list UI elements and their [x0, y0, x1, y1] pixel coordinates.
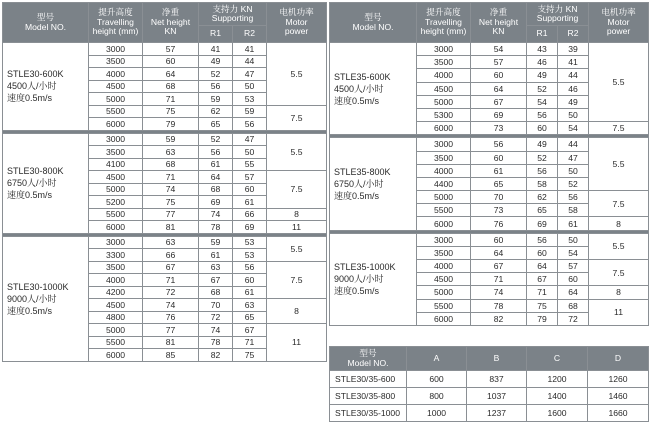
- weight-cell: 67: [471, 95, 527, 108]
- weight-cell: 69: [471, 108, 527, 121]
- r2-cell: 72: [558, 312, 589, 325]
- height-cell: 5500: [89, 336, 143, 349]
- dimension-cell: 1660: [588, 405, 649, 422]
- weight-cell: 71: [471, 273, 527, 286]
- r2-cell: 65: [233, 311, 267, 324]
- height-cell: 4400: [417, 177, 471, 190]
- weight-cell: 79: [143, 118, 199, 131]
- model-cell: STLE30/35-1000: [330, 405, 407, 422]
- header-r2: R2: [558, 26, 589, 43]
- power-cell: 7.5: [267, 171, 327, 209]
- table-row: [330, 405, 649, 422]
- weight-cell: 68: [143, 158, 199, 171]
- r2-cell: 50: [233, 146, 267, 159]
- power-cell: 8: [267, 299, 327, 324]
- height-cell: 4500: [89, 80, 143, 93]
- weight-cell: 75: [143, 196, 199, 209]
- r1-cell: 71: [527, 286, 558, 299]
- r1-cell: 52: [527, 151, 558, 164]
- weight-cell: 63: [143, 236, 199, 249]
- header-model: 型号 Model NO.: [330, 347, 407, 371]
- model-cell: [330, 43, 417, 135]
- dimension-cell: 600: [407, 371, 467, 388]
- power-cell: 5.5: [589, 43, 649, 122]
- r1-cell: 59: [199, 236, 233, 249]
- r2-cell: 44: [558, 69, 589, 82]
- power-cell: 5.5: [589, 138, 649, 191]
- dimension-cell: 1037: [467, 388, 527, 405]
- height-cell: 5000: [89, 324, 143, 337]
- header-support: 支持力 KN Supporting: [527, 3, 589, 26]
- weight-cell: 63: [143, 146, 199, 159]
- r2-cell: 75: [233, 349, 267, 362]
- height-cell: 4100: [89, 158, 143, 171]
- height-cell: 4000: [417, 164, 471, 177]
- height-cell: 5000: [417, 286, 471, 299]
- height-cell: 3500: [417, 151, 471, 164]
- weight-cell: 60: [143, 55, 199, 68]
- weight-cell: 70: [471, 191, 527, 204]
- weight-cell: 67: [143, 261, 199, 274]
- r2-cell: 47: [233, 68, 267, 81]
- r1-cell: 74: [199, 324, 233, 337]
- weight-cell: 71: [143, 93, 199, 106]
- weight-cell: 75: [143, 105, 199, 118]
- dimension-cell: 1400: [527, 388, 588, 405]
- height-cell: 3000: [417, 138, 471, 151]
- r1-cell: 49: [527, 138, 558, 151]
- r1-cell: 72: [199, 311, 233, 324]
- height-cell: 5000: [417, 191, 471, 204]
- power-cell: 8: [267, 208, 327, 221]
- r1-cell: 65: [199, 118, 233, 131]
- r2-cell: 55: [233, 158, 267, 171]
- model-line: STLE30-1000K: [7, 281, 69, 292]
- r1-cell: 56: [527, 233, 558, 246]
- header-model: 型号 Model NO.: [3, 3, 89, 43]
- r1-cell: 52: [199, 68, 233, 81]
- model-line: STLE35-1000K: [334, 262, 396, 273]
- power-cell: 7.5: [267, 105, 327, 130]
- model-line: 速度0.5m/s: [334, 286, 380, 297]
- table-row: [330, 388, 649, 405]
- table-row: [330, 233, 649, 246]
- r1-cell: 79: [527, 312, 558, 325]
- r2-cell: 54: [558, 122, 589, 135]
- header-r2: R2: [233, 26, 267, 43]
- dimensions-table-body: [330, 371, 649, 422]
- height-cell: 6000: [89, 349, 143, 362]
- model-line: 速度0.5m/s: [7, 190, 53, 200]
- power-cell: 7.5: [589, 122, 649, 135]
- r1-cell: 67: [199, 274, 233, 287]
- height-cell: 3000: [417, 43, 471, 56]
- power-cell: 11: [589, 299, 649, 325]
- r2-cell: 50: [558, 108, 589, 121]
- weight-cell: 60: [471, 151, 527, 164]
- height-cell: 5500: [417, 204, 471, 217]
- r2-cell: 50: [558, 233, 589, 246]
- r1-cell: 60: [527, 246, 558, 259]
- r2-cell: 61: [558, 217, 589, 230]
- model-line: STLE35-600K: [334, 71, 391, 82]
- power-cell: 7.5: [589, 260, 649, 286]
- r2-cell: 56: [558, 191, 589, 204]
- weight-cell: 65: [471, 177, 527, 190]
- model-cell: [330, 138, 417, 230]
- r1-cell: 69: [527, 217, 558, 230]
- height-cell: 6000: [89, 221, 143, 234]
- header-dim-d: D: [588, 347, 649, 371]
- weight-cell: 74: [143, 299, 199, 312]
- weight-cell: 60: [471, 69, 527, 82]
- dimension-cell: 837: [467, 371, 527, 388]
- r1-cell: 62: [199, 105, 233, 118]
- r1-cell: 61: [199, 158, 233, 171]
- r2-cell: 44: [233, 55, 267, 68]
- weight-cell: 60: [471, 233, 527, 246]
- header-weight: 净重 Net height KN: [471, 3, 527, 43]
- r1-cell: 78: [199, 221, 233, 234]
- r1-cell: 75: [527, 299, 558, 312]
- r1-cell: 56: [199, 80, 233, 93]
- weight-cell: 74: [143, 183, 199, 196]
- height-cell: 6000: [89, 118, 143, 131]
- r2-cell: 67: [233, 324, 267, 337]
- r2-cell: 68: [558, 299, 589, 312]
- header-dim-a: A: [407, 347, 467, 371]
- r2-cell: 60: [233, 183, 267, 196]
- height-cell: 4500: [417, 82, 471, 95]
- height-cell: 5000: [417, 95, 471, 108]
- height-cell: 3500: [417, 56, 471, 69]
- height-cell: 5500: [89, 208, 143, 221]
- header-height: 提升高度 Travelling height (mm): [89, 3, 143, 43]
- r1-cell: 43: [527, 43, 558, 56]
- weight-cell: 57: [143, 43, 199, 56]
- r1-cell: 68: [199, 183, 233, 196]
- weight-cell: 56: [471, 138, 527, 151]
- r2-cell: 56: [233, 118, 267, 131]
- height-cell: 3500: [417, 246, 471, 259]
- model-line: 6750人/小时: [334, 178, 384, 189]
- weight-cell: 71: [143, 274, 199, 287]
- r1-cell: 64: [527, 260, 558, 273]
- weight-cell: 54: [471, 43, 527, 56]
- weight-cell: 76: [143, 311, 199, 324]
- model-cell: STLE30/35-600: [330, 371, 407, 388]
- weight-cell: 82: [471, 312, 527, 325]
- dimension-cell: 1000: [407, 405, 467, 422]
- weight-cell: 64: [143, 68, 199, 81]
- r2-cell: 54: [558, 246, 589, 259]
- r2-cell: 69: [233, 221, 267, 234]
- r1-cell: 41: [199, 43, 233, 56]
- r2-cell: 61: [233, 286, 267, 299]
- power-cell: 5.5: [267, 43, 327, 106]
- weight-cell: 81: [143, 336, 199, 349]
- height-cell: 6000: [417, 312, 471, 325]
- header-support: 支持力 KN Supporting: [199, 3, 267, 26]
- weight-cell: 59: [143, 133, 199, 146]
- r1-cell: 64: [199, 171, 233, 184]
- dimensions-table: [329, 346, 649, 422]
- r1-cell: 68: [199, 286, 233, 299]
- dimension-cell: 1600: [527, 405, 588, 422]
- r1-cell: 56: [527, 164, 558, 177]
- height-cell: 3000: [89, 133, 143, 146]
- height-cell: 4500: [89, 171, 143, 184]
- r1-cell: 78: [199, 336, 233, 349]
- model-cell: [3, 133, 89, 233]
- header-height: 提升高度 Travelling height (mm): [417, 3, 471, 43]
- height-cell: 6000: [417, 122, 471, 135]
- weight-cell: 77: [143, 208, 199, 221]
- r1-cell: 70: [199, 299, 233, 312]
- r2-cell: 49: [558, 95, 589, 108]
- weight-cell: 76: [471, 217, 527, 230]
- model-line: 速度0.5m/s: [7, 305, 53, 316]
- r2-cell: 71: [233, 336, 267, 349]
- r1-cell: 65: [527, 204, 558, 217]
- weight-cell: 81: [143, 221, 199, 234]
- r2-cell: 60: [233, 274, 267, 287]
- r2-cell: 60: [558, 273, 589, 286]
- model-line: 6750人/小时: [7, 178, 57, 188]
- r2-cell: 56: [233, 261, 267, 274]
- power-cell: 7.5: [589, 191, 649, 217]
- r2-cell: 57: [233, 171, 267, 184]
- model-line: STLE30-800K: [7, 166, 64, 176]
- height-cell: 4000: [89, 68, 143, 81]
- r1-cell: 67: [527, 273, 558, 286]
- r1-cell: 69: [199, 196, 233, 209]
- height-cell: 4000: [417, 69, 471, 82]
- header-dim-c: C: [527, 347, 588, 371]
- r2-cell: 44: [558, 138, 589, 151]
- height-cell: 3000: [89, 236, 143, 249]
- height-cell: 3000: [89, 43, 143, 56]
- r2-cell: 64: [558, 286, 589, 299]
- header-r1: R1: [199, 26, 233, 43]
- model-cell: [330, 233, 417, 325]
- height-cell: 6000: [417, 217, 471, 230]
- model-line: 4500人/小时: [334, 83, 384, 94]
- header-power: 电机功率 Motor power: [589, 3, 649, 43]
- left-spec-table: [2, 2, 327, 362]
- r2-cell: 41: [233, 43, 267, 56]
- model-cell: STLE30/35-800: [330, 388, 407, 405]
- r1-cell: 60: [527, 122, 558, 135]
- weight-cell: 67: [471, 260, 527, 273]
- right-table-body: [330, 43, 649, 326]
- dimension-cell: 1460: [588, 388, 649, 405]
- r1-cell: 54: [527, 95, 558, 108]
- height-cell: 4500: [417, 273, 471, 286]
- weight-cell: 71: [143, 171, 199, 184]
- table-row: [330, 138, 649, 151]
- r2-cell: 41: [558, 56, 589, 69]
- power-cell: 8: [589, 286, 649, 299]
- model-line: 速度0.5m/s: [334, 190, 380, 201]
- r2-cell: 53: [233, 236, 267, 249]
- height-cell: 4200: [89, 286, 143, 299]
- table-row: [330, 371, 649, 388]
- weight-cell: 72: [143, 286, 199, 299]
- power-cell: 5.5: [267, 236, 327, 261]
- r1-cell: 61: [199, 249, 233, 262]
- r1-cell: 52: [199, 133, 233, 146]
- r2-cell: 63: [233, 299, 267, 312]
- r1-cell: 56: [527, 108, 558, 121]
- model-line: 速度0.5m/s: [334, 95, 380, 106]
- r2-cell: 61: [233, 196, 267, 209]
- weight-cell: 66: [143, 249, 199, 262]
- r1-cell: 46: [527, 56, 558, 69]
- r1-cell: 62: [527, 191, 558, 204]
- height-cell: 4000: [417, 260, 471, 273]
- height-cell: 5200: [89, 196, 143, 209]
- height-cell: 5000: [89, 183, 143, 196]
- header-model: 型号 Model NO.: [330, 3, 417, 43]
- r1-cell: 49: [527, 69, 558, 82]
- power-cell: 5.5: [267, 133, 327, 171]
- table-row: [3, 43, 327, 56]
- weight-cell: 73: [471, 204, 527, 217]
- r1-cell: 49: [199, 55, 233, 68]
- dimension-cell: 800: [407, 388, 467, 405]
- r2-cell: 50: [558, 164, 589, 177]
- r2-cell: 59: [233, 105, 267, 118]
- header-weight: 净重 Net height KN: [143, 3, 199, 43]
- r2-cell: 47: [558, 151, 589, 164]
- weight-cell: 61: [471, 164, 527, 177]
- weight-cell: 64: [471, 246, 527, 259]
- header-dim-b: B: [467, 347, 527, 371]
- power-cell: 5.5: [589, 233, 649, 259]
- right-spec-table: [329, 2, 649, 326]
- weight-cell: 57: [471, 56, 527, 69]
- height-cell: 4500: [89, 299, 143, 312]
- table-row: [3, 236, 327, 249]
- r1-cell: 52: [527, 82, 558, 95]
- model-line: STLE30-600K: [7, 69, 64, 80]
- r1-cell: 59: [199, 93, 233, 106]
- height-cell: 5000: [89, 93, 143, 106]
- r1-cell: 58: [527, 177, 558, 190]
- dimension-cell: 1260: [588, 371, 649, 388]
- model-cell: [3, 43, 89, 131]
- model-cell: [3, 236, 89, 361]
- height-cell: 5500: [89, 105, 143, 118]
- weight-cell: 77: [143, 324, 199, 337]
- weight-cell: 64: [471, 82, 527, 95]
- weight-cell: 73: [471, 122, 527, 135]
- r2-cell: 52: [558, 177, 589, 190]
- height-cell: 3500: [89, 55, 143, 68]
- header-power: 电机功率 Motor power: [267, 3, 327, 43]
- model-line: 速度0.5m/s: [7, 93, 53, 104]
- r1-cell: 63: [199, 261, 233, 274]
- height-cell: 4000: [89, 274, 143, 287]
- height-cell: 5300: [417, 108, 471, 121]
- power-cell: 11: [267, 221, 327, 234]
- height-cell: 3500: [89, 261, 143, 274]
- r2-cell: 39: [558, 43, 589, 56]
- table-row: [330, 43, 649, 56]
- r2-cell: 58: [558, 204, 589, 217]
- r2-cell: 66: [233, 208, 267, 221]
- model-line: 9000人/小时: [7, 293, 57, 304]
- r2-cell: 57: [558, 260, 589, 273]
- weight-cell: 85: [143, 349, 199, 362]
- r2-cell: 47: [233, 133, 267, 146]
- height-cell: 5500: [417, 299, 471, 312]
- height-cell: 4800: [89, 311, 143, 324]
- r2-cell: 50: [233, 80, 267, 93]
- height-cell: 3300: [89, 249, 143, 262]
- height-cell: 3500: [89, 146, 143, 159]
- model-line: STLE35-800K: [334, 166, 391, 177]
- weight-cell: 74: [471, 286, 527, 299]
- r1-cell: 82: [199, 349, 233, 362]
- left-table-body: [3, 43, 327, 362]
- r2-cell: 53: [233, 249, 267, 262]
- dimension-cell: 1200: [527, 371, 588, 388]
- r1-cell: 56: [199, 146, 233, 159]
- model-line: 4500人/小时: [7, 81, 57, 92]
- power-cell: 11: [267, 324, 327, 362]
- height-cell: 3000: [417, 233, 471, 246]
- weight-cell: 68: [143, 80, 199, 93]
- power-cell: 7.5: [267, 261, 327, 299]
- r2-cell: 46: [558, 82, 589, 95]
- dimension-cell: 1237: [467, 405, 527, 422]
- header-r1: R1: [527, 26, 558, 43]
- power-cell: 8: [589, 217, 649, 230]
- r2-cell: 53: [233, 93, 267, 106]
- r1-cell: 74: [199, 208, 233, 221]
- model-line: 9000人/小时: [334, 274, 384, 285]
- table-row: [3, 133, 327, 146]
- weight-cell: 78: [471, 299, 527, 312]
